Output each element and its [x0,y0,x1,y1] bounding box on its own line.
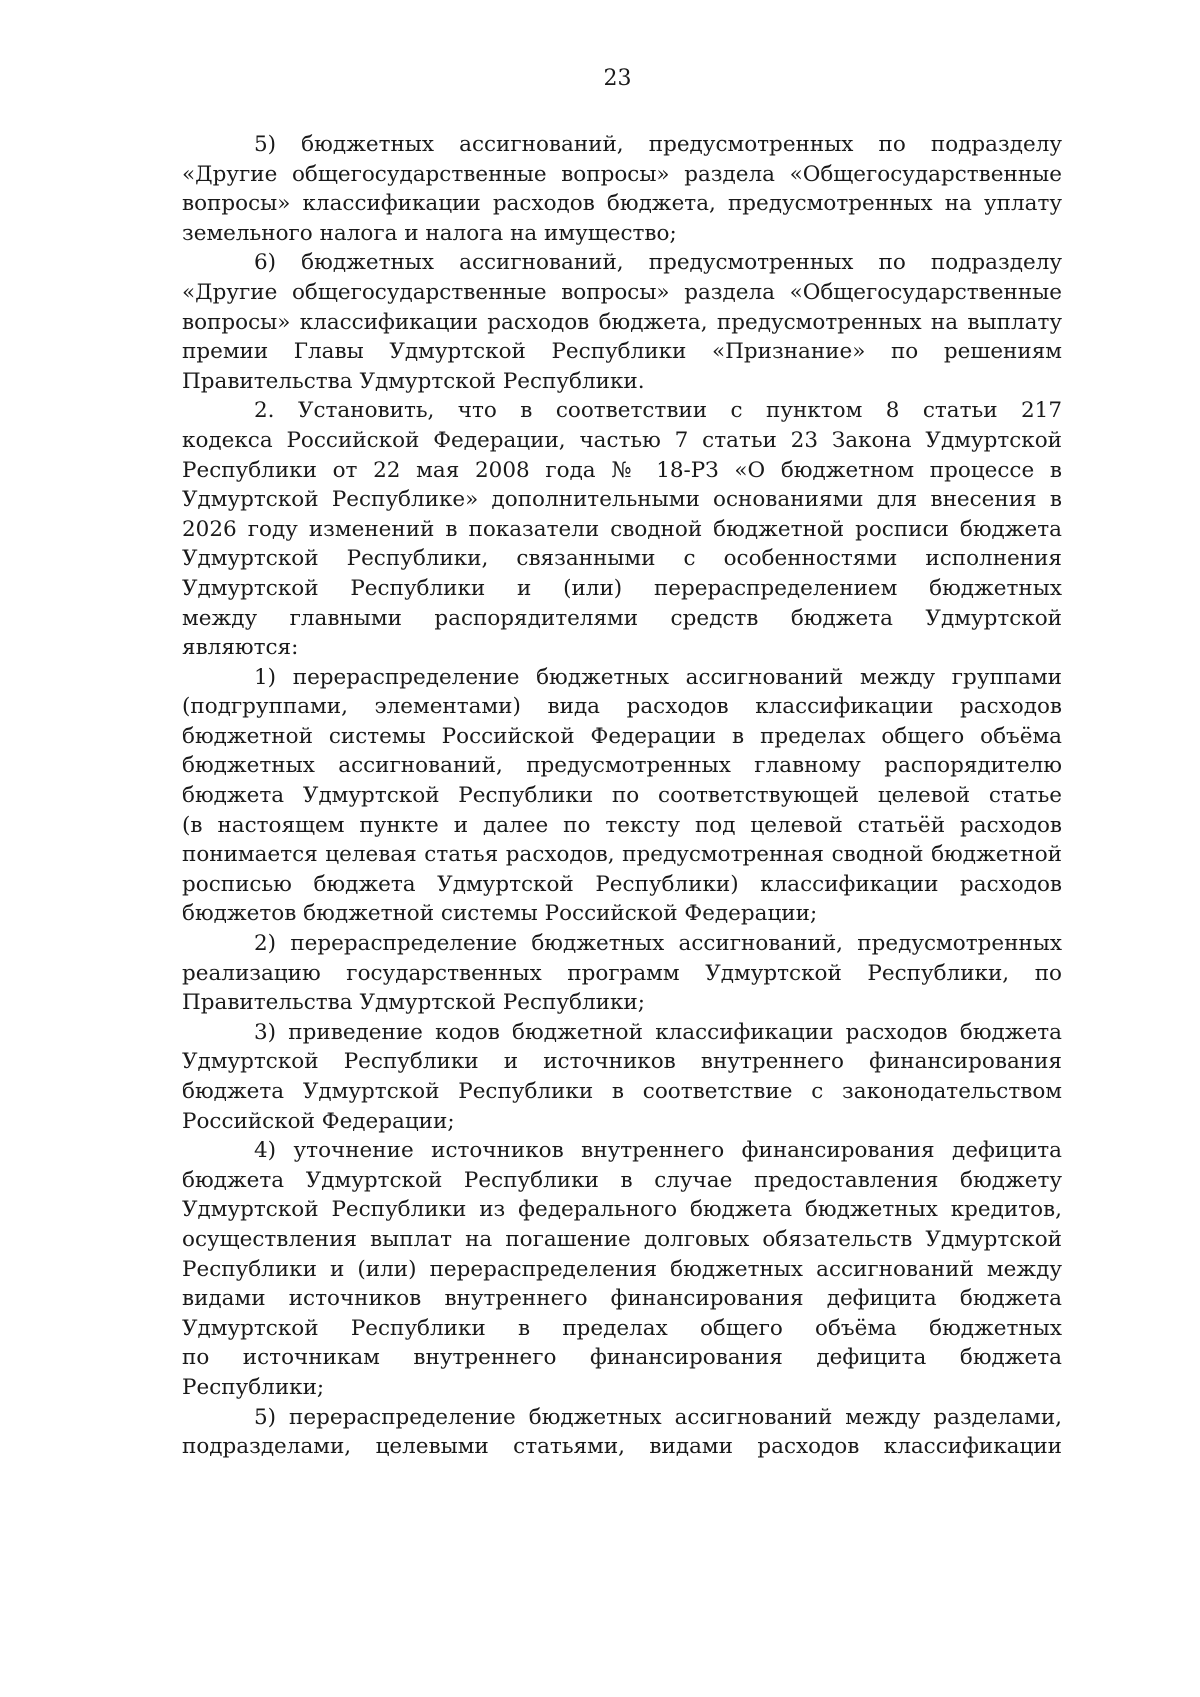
text-line: бюджетов бюджетной системы Российской Федерации; [182,901,818,927]
text-line: Республики от 22 мая 2008 года № 18-РЗ «О бюджетном процессе в [182,457,1062,483]
text-line: Удмуртской Республики, связанными с особенностями исполнения [182,546,1062,572]
text-line: вопросы» классификации расходов бюджета, предусмотренных на выплату [182,309,1062,335]
text-line: росписью бюджета Удмуртской Республики) классификации расходов [182,871,1062,897]
text-line: Удмуртской Республики и (или) перераспределением бюджетных [182,575,1062,601]
text-line: бюджета Удмуртской Республики в соответствие с законодательством [182,1079,1062,1104]
text-line: 5) перераспределение бюджетных ассигнований между разделами, [254,1404,1062,1430]
text-line: земельного налога и налога на имущество; [182,220,677,246]
text-line: бюджетных ассигнований, предусмотренных главному распорядителю [182,753,1062,779]
text-line: Удмуртской Республики в пределах общего объёма бюджетных [182,1315,1062,1341]
text-line: 1) перераспределение бюджетных ассигнований между группами [254,664,1062,690]
text-line: между главными распорядителями средств бюджета Удмуртской [182,605,1062,631]
text-line: Республики и (или) перераспределения бюджетных ассигнований между [182,1256,1062,1282]
text-line: 2. Установить, что в соответствии с пунктом 8 статьи 217 [254,398,1062,424]
text-line: являются: [182,635,299,661]
text-line: (подгруппами, элементами) вида расходов классификации расходов [182,694,1062,720]
text-line: бюджетной системы Российской Федерации в пределах общего объёма [182,723,1062,749]
text-line: по источникам внутреннего финансирования дефицита бюджета [182,1345,1062,1371]
text-line: видами источников внутреннего финансирования дефицита бюджета [182,1286,1062,1312]
document-body [182,130,1062,1462]
text-line: Российской Федерации; [182,1108,455,1134]
text-line: премии Главы Удмуртской Республики «Признание» по решениям [182,339,1062,365]
text-line: Республики; [182,1374,325,1400]
text-line: 2026 году изменений в показатели сводной бюджетной росписи бюджета [182,516,1062,542]
text-line: осуществления выплат на погашение долговых обязательств Удмуртской [182,1226,1062,1252]
text-line: 6) бюджетных ассигнований, предусмотренных по подразделу [254,250,1062,276]
text-line: Удмуртской Республике» дополнительными основаниями для внесения в [182,487,1062,513]
text-line: Правительства Удмуртской Республики. [182,368,645,394]
text-line: «Другие общегосударственные вопросы» раздела «Общегосударственные [182,161,1062,187]
text-line: реализацию государственных программ Удмуртской Республики, по [182,960,1062,986]
text-line: Удмуртской Республики и источников внутреннего финансирования [182,1049,1062,1075]
text-line: 3) приведение кодов бюджетной классификации расходов бюджета [254,1019,1062,1045]
text-line: 2) перераспределение бюджетных ассигнований, предусмотренных [254,931,1062,957]
text-line: Правительства Удмуртской Республики; [182,990,645,1016]
text-line: вопросы» классификации расходов бюджета, предусмотренных на уплату [182,191,1062,217]
text-line: 4) уточнение источников внутреннего финансирования дефицита [254,1138,1062,1164]
text-line: «Другие общегосударственные вопросы» раздела «Общегосударственные [182,279,1062,305]
text-line: подразделами, целевыми статьями, видами расходов классификации [182,1434,1062,1460]
text-line: бюджета Удмуртской Республики по соответствующей целевой статье [182,783,1062,809]
text-line: (в настоящем пункте и далее по тексту под целевой статьёй расходов [182,812,1062,838]
text-line: понимается целевая статья расходов, предусмотренная сводной бюджетной [182,842,1062,868]
text-line: 5) бюджетных ассигнований, предусмотренных по подразделу [254,132,1062,157]
text-line: бюджета Удмуртской Республики в случае предоставления бюджету [182,1167,1062,1193]
page-number: 23 [603,66,632,91]
text-line: Удмуртской Республики из федерального бюджета бюджетных кредитов, [182,1197,1062,1223]
text-line: кодекса Российской Федерации, частью 7 статьи 23 Закона Удмуртской [182,427,1062,453]
